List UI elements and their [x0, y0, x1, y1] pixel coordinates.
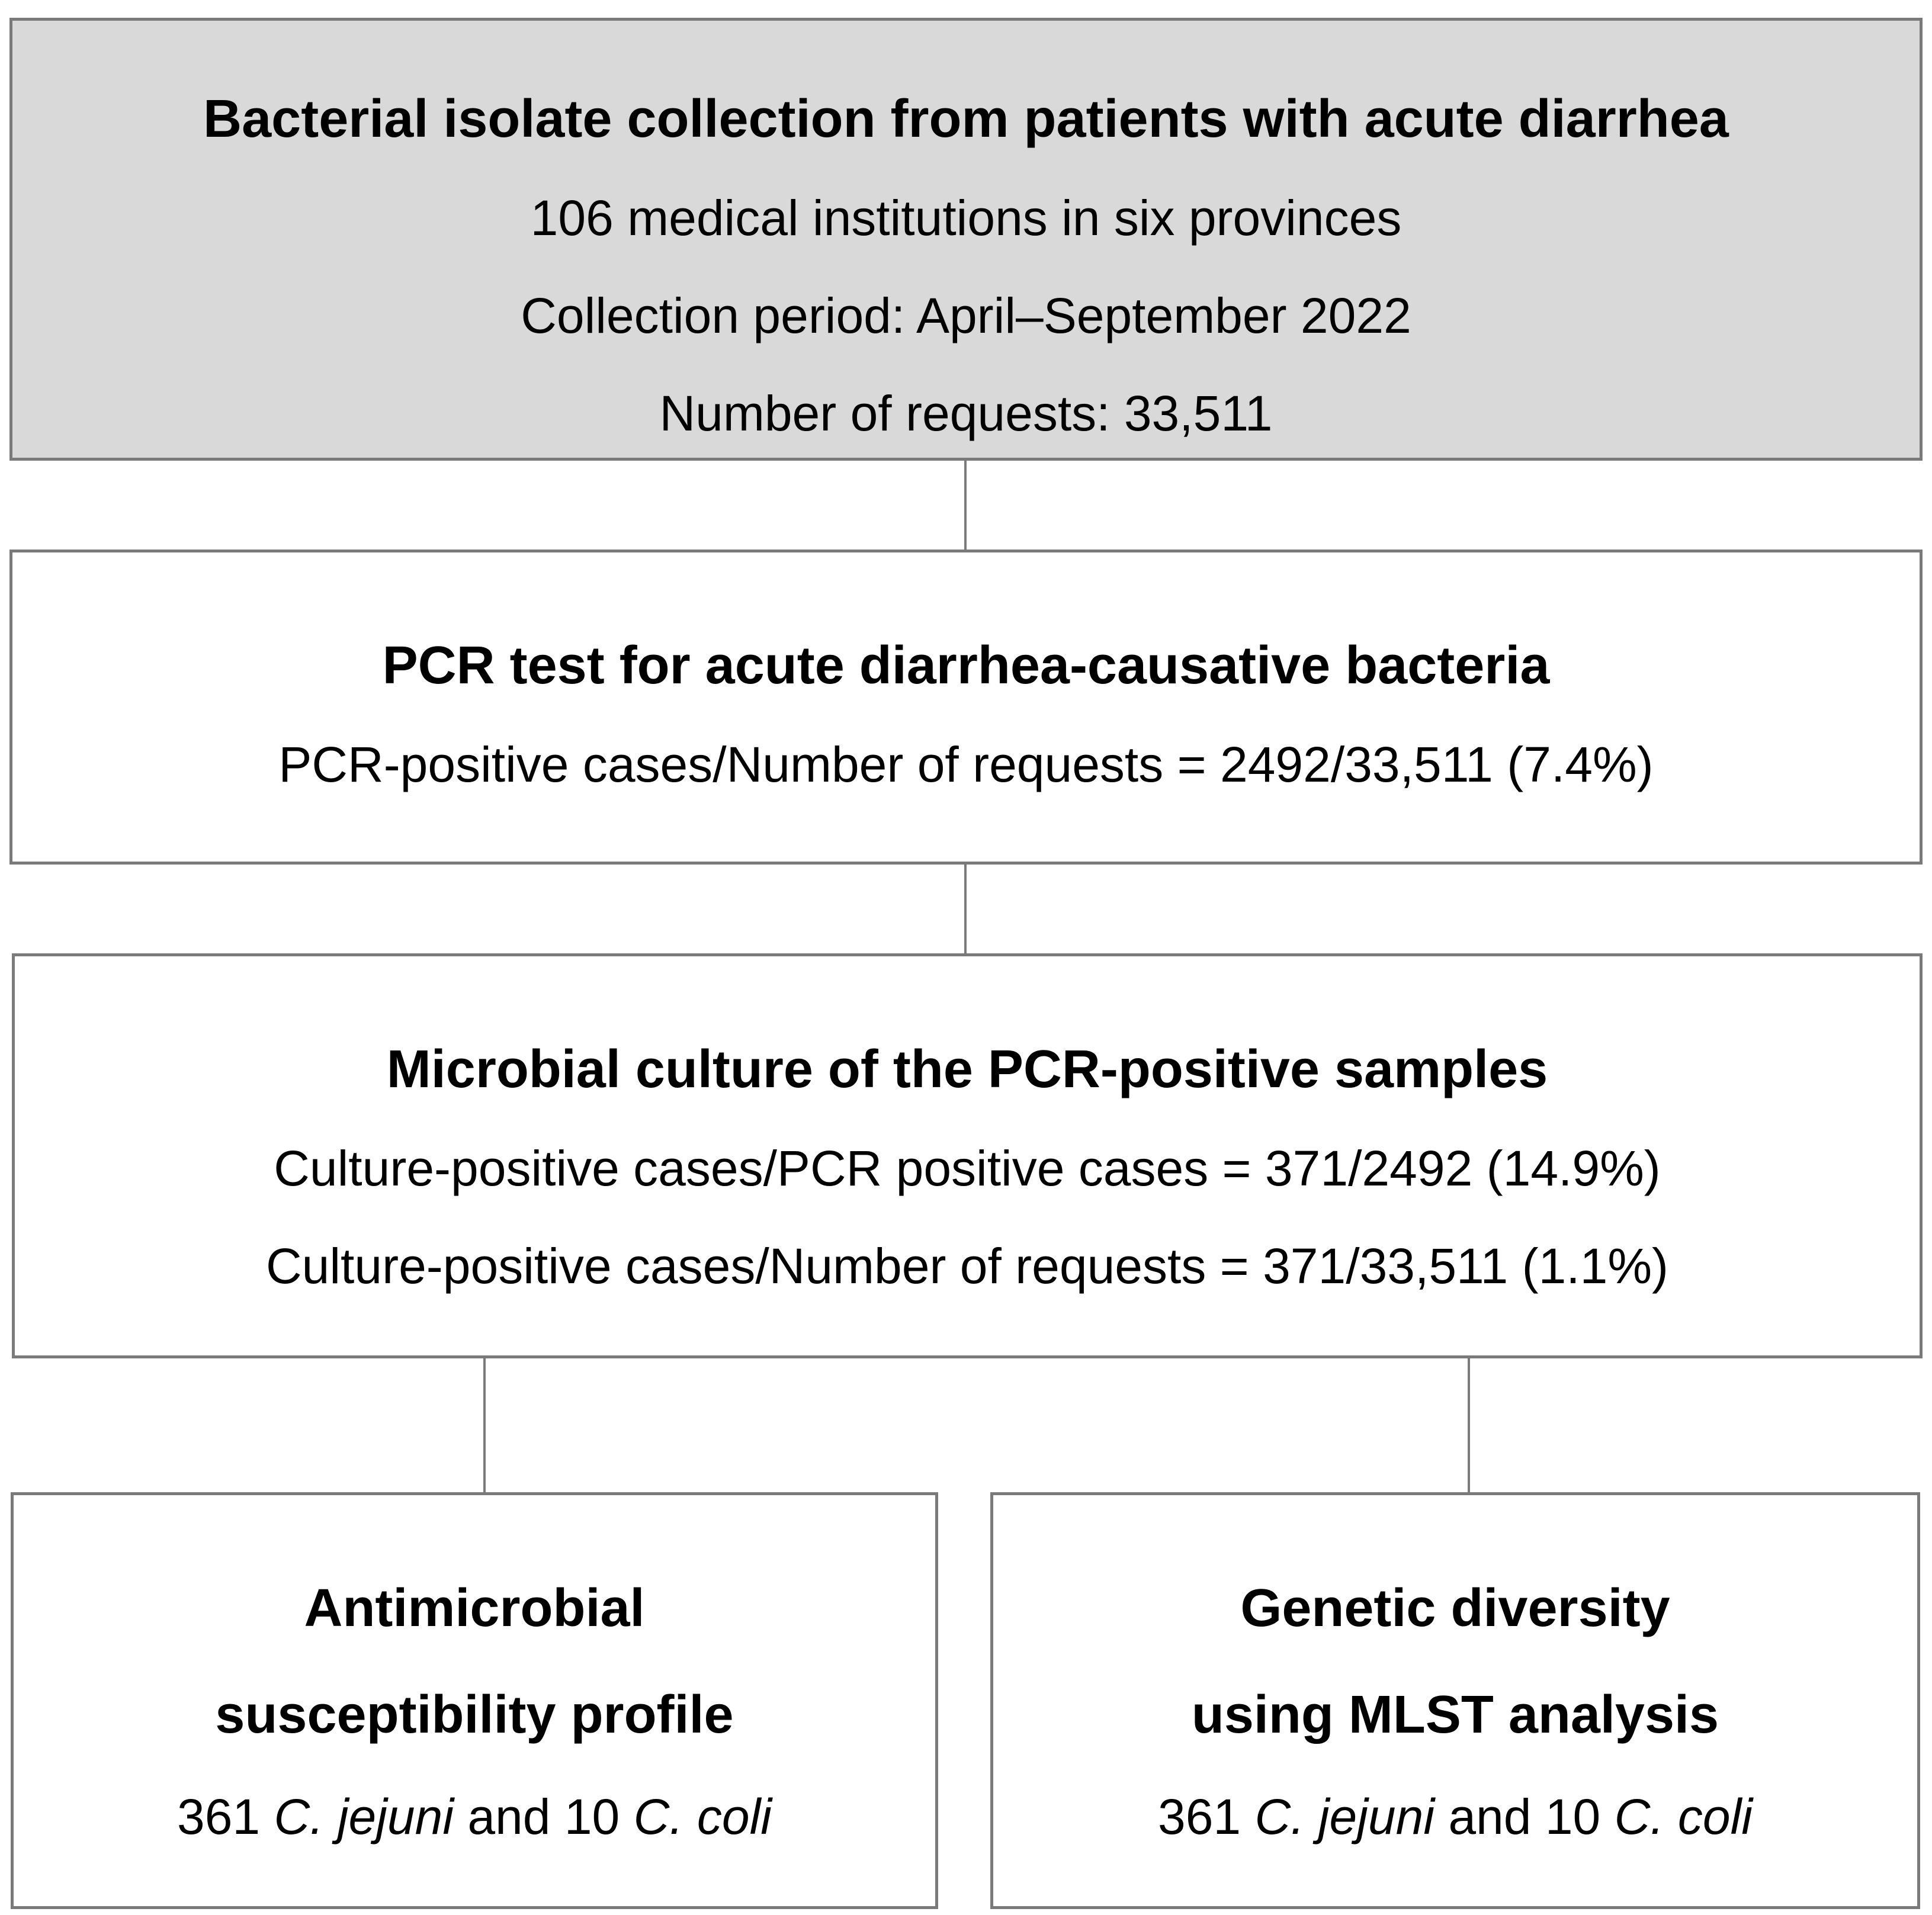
antimicrobial-box — [11, 1492, 938, 1909]
species-coli: C. coli — [633, 1789, 772, 1845]
count-label: 361 — [177, 1789, 261, 1845]
connector-2-3 — [964, 865, 967, 953]
culture-pcr-rate: Culture-positive cases/PCR positive cases = 371/2492 (14.9%) — [274, 1140, 1661, 1196]
mlst-isolates — [993, 1788, 1917, 1846]
collection-requests: Number of requests: 33,511 — [659, 385, 1273, 441]
count-label: 361 — [1158, 1789, 1241, 1845]
pcr-box — [9, 550, 1923, 865]
species-jejuni: C. jejuni — [1254, 1789, 1434, 1845]
and-count-label: and 10 — [1448, 1789, 1601, 1845]
pcr-title: PCR test for acute diarrhea-causative bacteria — [382, 636, 1550, 695]
pcr-positive-rate: PCR-positive cases/Number of requests = 2492/33,511 (7.4%) — [278, 737, 1654, 792]
species-jejuni: C. jejuni — [274, 1789, 454, 1845]
culture-box — [12, 953, 1923, 1358]
antimicrobial-isolates — [14, 1788, 935, 1846]
mlst-title-1: Genetic diversity — [1240, 1579, 1670, 1638]
collection-period: Collection period: April–September 2022 — [521, 288, 1411, 343]
species-coli: C. coli — [1614, 1789, 1753, 1845]
culture-request-rate: Culture-positive cases/Number of requests = 371/33,511 (1.1%) — [266, 1238, 1668, 1294]
mlst-title-2: using MLST analysis — [1191, 1685, 1719, 1744]
antimicrobial-title-1: Antimicrobial — [304, 1579, 645, 1638]
antimicrobial-title-2: susceptibility profile — [215, 1685, 734, 1744]
connector-1-2 — [964, 461, 967, 550]
connector-3-4 — [483, 1358, 486, 1492]
culture-title: Microbial culture of the PCR-positive samples — [386, 1040, 1548, 1099]
mlst-box — [990, 1492, 1920, 1909]
connector-3-5 — [1468, 1358, 1470, 1492]
and-count-label: and 10 — [467, 1789, 620, 1845]
collection-institutions: 106 medical institutions in six provinces — [530, 190, 1402, 246]
collection-title: Bacterial isolate collection from patients with acute diarrhea — [203, 89, 1729, 149]
collection-box — [9, 18, 1923, 461]
